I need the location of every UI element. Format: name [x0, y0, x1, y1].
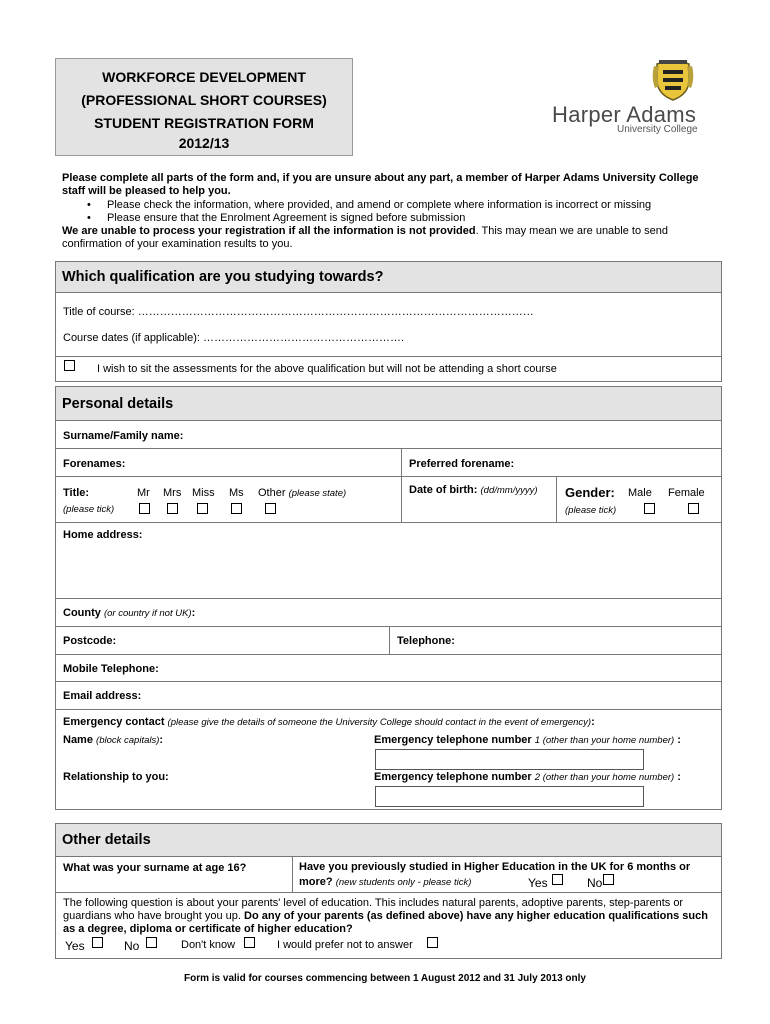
parents-yes-checkbox[interactable] [92, 937, 103, 948]
logo-name: Harper Adams [552, 102, 697, 127]
parents-dont-know-checkbox[interactable] [244, 937, 255, 948]
emergency-tel2-text: Emergency telephone number [374, 771, 532, 783]
surname-row[interactable] [56, 421, 721, 449]
title-other-text: Other [258, 487, 286, 499]
gender-female-label: Female [668, 487, 705, 499]
intro-warning [62, 225, 722, 252]
emergency-name-text: Name [63, 734, 93, 746]
title-line-1: WORKFORCE DEVELOPMENT [102, 69, 306, 85]
email-label: Email address: [63, 690, 142, 702]
assessment-only-row [56, 357, 721, 381]
county-note: (or country if not UK) [103, 608, 192, 619]
parents-dont-know-label: Don't know [181, 939, 236, 951]
parents-prefer-not-checkbox[interactable] [427, 937, 438, 948]
validity-footer: Form is valid for courses commencing between 1 August 2012 and 31 July 2013 only [184, 973, 586, 984]
higher-education-note: (new students only - please tick) [335, 877, 472, 888]
emergency-tel2-colon: : [674, 771, 681, 783]
he-no-checkbox[interactable] [603, 874, 614, 885]
parents-education-row [56, 893, 721, 958]
emergency-contact-row [56, 710, 721, 809]
title-mrs-label: Mrs [163, 487, 182, 499]
title-mrs-checkbox[interactable] [167, 503, 178, 514]
dob-label-text: Date of birth: [409, 484, 478, 496]
title-mr-label: Mr [137, 487, 150, 499]
higher-education-question [299, 860, 719, 890]
surname-label: Surname/Family name: [63, 430, 184, 442]
intro-text [62, 172, 722, 252]
dob-label[interactable] [409, 484, 538, 496]
parents-prefer-not-label: I would prefer not to answer [277, 939, 413, 951]
emergency-tel1-text: Emergency telephone number [374, 734, 532, 746]
section-heading: Which qualification are you studying towards? [56, 262, 721, 293]
surname-age-16-label[interactable]: What was your surname at age 16? [63, 862, 247, 874]
emergency-tel2-input[interactable] [375, 786, 644, 807]
home-address-label: Home address: [63, 529, 143, 541]
intro-warning-bold: We are unable to process your registration if all the information is not provided [62, 225, 476, 238]
gender-female-checkbox[interactable] [688, 503, 699, 514]
logo-subtitle: University College [617, 124, 698, 135]
parents-education-bold: Do any of your parents (as defined above) have any higher education qualifications such as a degree, diploma or certificate of higher education? [63, 910, 708, 935]
emergency-tel1-label [374, 734, 681, 746]
intro-bullet: • Please check the information, where provided, and amend or complete where information is incorrect or missing [62, 199, 722, 212]
form-title-box [55, 58, 353, 156]
title-line-2: (PROFESSIONAL SHORT COURSES) [81, 92, 327, 108]
postcode-label[interactable]: Postcode: [63, 635, 117, 647]
home-address-row[interactable] [56, 523, 721, 599]
parents-education-text: The following question is about your parents' level of education. This includes natural parents, adoptive parents, step-parents or guardians who have brought you up. [63, 897, 684, 922]
section-heading: Other details [56, 824, 721, 857]
emergency-contact-text: Emergency contact [63, 716, 165, 728]
mobile-label: Mobile Telephone: [63, 663, 159, 675]
emergency-tel2-label [374, 771, 681, 783]
title-mr-checkbox[interactable] [139, 503, 150, 514]
emergency-contact-note: (please give the details of someone the University College should contact in the event of emergency) [167, 717, 592, 728]
emergency-tel1-note: 1 (other than your home number) [534, 735, 675, 746]
county-label-text: County [63, 607, 101, 619]
gender-please-tick: (please tick) [565, 505, 617, 516]
relationship-label[interactable]: Relationship to you: [63, 771, 169, 783]
parents-no-checkbox[interactable] [146, 937, 157, 948]
postcode-row [56, 627, 721, 655]
title-please-tick: (please tick) [63, 504, 115, 515]
emergency-name-label[interactable] [63, 734, 163, 746]
parents-yes-label: Yes [65, 939, 85, 953]
title-dob-gender-row [56, 477, 721, 523]
title-other-label [258, 487, 346, 499]
gender-male-label: Male [628, 487, 652, 499]
higher-education-text: Have you previously studied in Higher Education in the UK for 6 months or more? [299, 861, 691, 888]
assessment-only-checkbox[interactable] [64, 360, 75, 371]
intro-bullet: • Please ensure that the Enrolment Agreement is signed before submission [62, 212, 722, 225]
county-row[interactable] [56, 599, 721, 627]
emergency-contact-label [63, 716, 595, 728]
title-label: Title: [63, 487, 90, 499]
emergency-tel1-colon: : [674, 734, 681, 746]
title-other-note: (please state) [288, 488, 347, 499]
gender-label: Gender: [565, 485, 615, 500]
emergency-tel1-input[interactable] [375, 749, 644, 770]
forenames-label: Forenames: [63, 458, 126, 470]
title-ms-checkbox[interactable] [231, 503, 242, 514]
qualification-section [55, 261, 722, 382]
he-no-label: No [587, 876, 603, 890]
telephone-label[interactable]: Telephone: [397, 635, 455, 647]
he-yes-checkbox[interactable] [552, 874, 563, 885]
he-yes-label: Yes [528, 876, 548, 890]
email-row[interactable] [56, 682, 721, 710]
title-miss-checkbox[interactable] [197, 503, 208, 514]
section-heading: Personal details [56, 387, 721, 421]
title-miss-label: Miss [192, 487, 215, 499]
other-details-section [55, 823, 722, 959]
forenames-row [56, 449, 721, 477]
intro-warning-rest: . This may mean we are unable to send confirmation of your examination results to you. [62, 225, 668, 251]
title-line-4: 2012/13 [178, 135, 230, 151]
title-line-3: STUDENT REGISTRATION FORM [94, 115, 314, 131]
course-title-field[interactable]: Title of course: ……………………………………………………………………………………………… [63, 306, 534, 318]
county-colon: : [191, 607, 196, 619]
mobile-row[interactable] [56, 655, 721, 682]
title-ms-label: Ms [229, 487, 244, 499]
parents-education-question [63, 897, 715, 936]
county-label [63, 607, 195, 619]
parents-no-label: No [124, 939, 140, 953]
course-details-row [56, 293, 721, 357]
title-other-checkbox[interactable] [265, 503, 276, 514]
emergency-contact-colon: : [591, 716, 595, 728]
crest-icon [651, 58, 695, 102]
emergency-name-note: (block capitals) [96, 735, 160, 746]
course-dates-field[interactable]: Course dates (if applicable): ………………………………………………. [63, 332, 405, 344]
emergency-name-colon: : [159, 734, 164, 746]
surname-age-16-row [56, 857, 721, 893]
emergency-tel2-note: 2 (other than your home number) [534, 772, 675, 783]
dob-format: (dd/mm/yyyy) [480, 485, 538, 496]
gender-male-checkbox[interactable] [644, 503, 655, 514]
intro-paragraph: Please complete all parts of the form and, if you are unsure about any part, a member of Harper Adams University College staff will be pleased to help you. [62, 172, 699, 198]
personal-details-section [55, 386, 722, 810]
assessment-only-label: I wish to sit the assessments for the above qualification but will not be attending a short course [97, 363, 557, 375]
preferred-forename-label: Preferred forename: [409, 458, 515, 470]
